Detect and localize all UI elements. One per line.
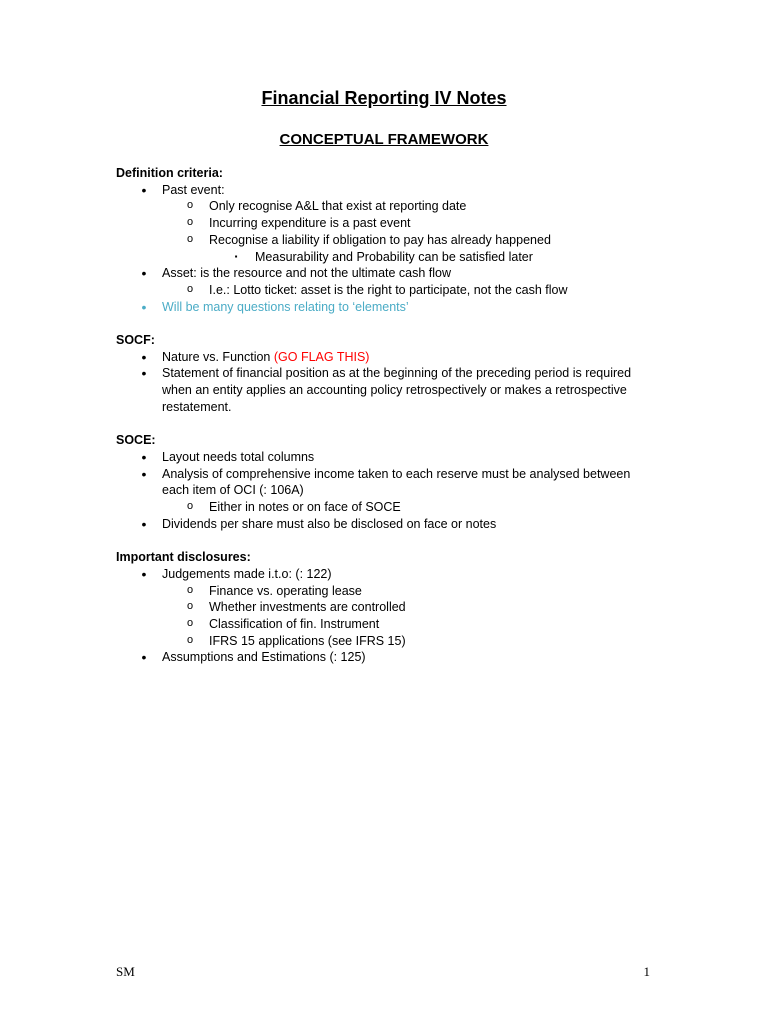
list-item [116, 232, 656, 249]
section-soce [116, 432, 656, 532]
section-heading: Definition criteria: [116, 166, 223, 180]
list-item-text: Finance vs. operating lease [209, 583, 362, 598]
circle-bullet-icon: o [186, 617, 194, 630]
circle-bullet-icon: o [186, 601, 194, 614]
list-item-text: Judgements made i.t.o: (: 122) [162, 566, 332, 581]
bullet-icon: • [141, 465, 147, 482]
list-item [116, 265, 656, 282]
list-item [116, 449, 656, 466]
footer-page-number: 1 [643, 964, 650, 979]
list-item [116, 583, 656, 600]
list-item [116, 365, 656, 415]
bullet-icon: • [141, 649, 147, 666]
list-item-text: Will be many questions relating to ‘elements’ [162, 299, 409, 314]
circle-bullet-icon: o [186, 584, 194, 597]
bullet-icon: • [141, 448, 147, 465]
bullet-icon: • [141, 515, 147, 532]
list-item [116, 616, 656, 633]
circle-bullet-icon: o [186, 200, 194, 213]
list-item [116, 516, 656, 533]
section-definition-criteria [116, 165, 656, 315]
footer-author: SM [116, 964, 135, 979]
section-heading: SOCF: [116, 333, 155, 348]
section-heading: Important disclosures: [116, 550, 251, 565]
list-item [116, 349, 656, 366]
list-item-text: Nature vs. Function [162, 349, 274, 364]
circle-bullet-icon: o [186, 501, 194, 514]
list-item-text: Dividends per share must also be disclosed on face or notes [162, 516, 497, 531]
list-item-text: Analysis of comprehensive income taken to each reserve must be analysed between each item of OCI (: 106A) [162, 466, 631, 498]
list-item [116, 599, 656, 616]
list-item [116, 182, 656, 199]
list-item [116, 633, 656, 650]
list-item-text: Statement of financial position as at the beginning of the preceding period is required when an entity applies an accounting policy retrospectively or makes a retrospective restatement. [162, 366, 632, 414]
list-item [116, 198, 656, 215]
list-item [116, 566, 656, 583]
bullet-icon: • [141, 265, 147, 282]
list-item [116, 215, 656, 232]
bullet-icon: • [141, 298, 147, 315]
circle-bullet-icon: o [186, 283, 194, 296]
section-important-disclosures [116, 549, 656, 666]
list-item-highlighted [116, 299, 656, 316]
list-item-text: Either in notes or on face of SOCE [209, 500, 401, 515]
list-item-text: Measurability and Probability can be satisfied later [255, 249, 533, 264]
list-item [116, 282, 656, 299]
list-item-text: Layout needs total columns [162, 449, 315, 464]
bullet-icon: • [141, 181, 147, 198]
bullet-icon: • [141, 565, 147, 582]
list-item-text: Assumptions and Estimations (: 125) [162, 650, 366, 665]
list-item [116, 249, 656, 266]
bullet-icon: • [141, 365, 147, 382]
section-heading: SOCE: [116, 433, 156, 448]
list-item-text: Incurring expenditure is a past event [209, 216, 411, 231]
list-item-text: Asset: is the resource and not the ultimate cash flow [162, 266, 452, 281]
list-item [116, 466, 656, 499]
circle-bullet-icon: o [186, 217, 194, 230]
circle-bullet-icon: o [186, 233, 194, 246]
list-item [116, 649, 656, 666]
list-item-text: Classification of fin. Instrument [209, 616, 380, 631]
flag-note: (GO FLAG THIS) [273, 349, 370, 364]
circle-bullet-icon: o [186, 634, 194, 647]
square-bullet-icon: ▪ [234, 251, 238, 261]
section-socf [116, 332, 656, 416]
section-title: CONCEPTUAL FRAMEWORK [279, 131, 489, 148]
list-item-text: Past event: [162, 182, 225, 197]
list-item-text: IFRS 15 applications (see IFRS 15) [209, 633, 406, 648]
list-item [116, 499, 656, 516]
page-title: Financial Reporting IV Notes [261, 88, 507, 108]
list-item-text: Whether investments are controlled [209, 600, 406, 615]
bullet-icon: • [141, 348, 147, 365]
list-item-text: I.e.: Lotto ticket: asset is the right to participate, not the cash flow [209, 282, 568, 297]
list-item-text: Only recognise A&L that exist at reporting date [209, 199, 467, 214]
list-item-text: Recognise a liability if obligation to pay has already happened [209, 232, 551, 247]
notes-body [116, 165, 656, 683]
